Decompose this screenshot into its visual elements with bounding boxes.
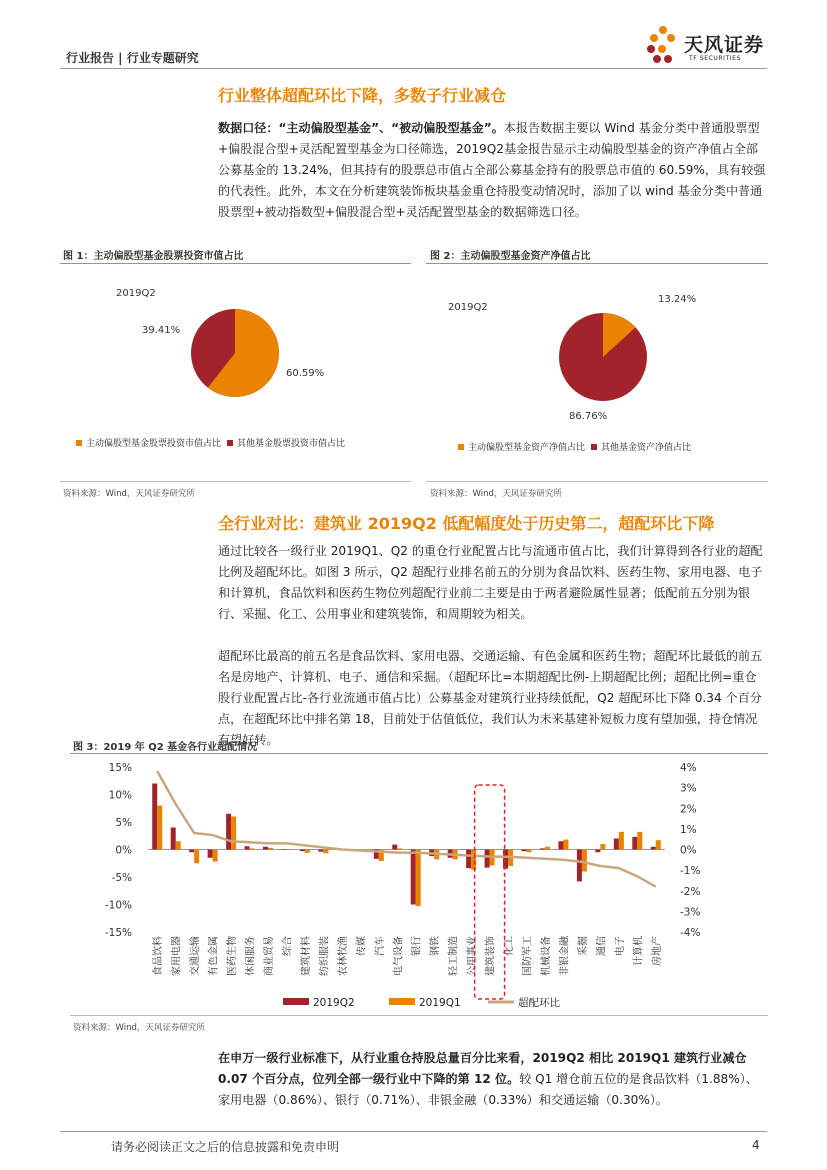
footer-disclaimer: 请务必阅读正文之后的信息披露和免责申明 [111, 1140, 340, 1154]
bar-2019q1 [619, 832, 624, 850]
category-label: 农林牧渔 [337, 936, 349, 976]
bar-2019q1 [231, 817, 236, 850]
bar-2019q1 [545, 847, 550, 850]
bar-2019q2 [171, 828, 176, 850]
figure1-source: 资料来源：Wind，天风证券研究所 [63, 489, 195, 499]
conclusion-rest: 较 Q1 增仓前五位的是食品饮料（1.88%）、家用电器（0.86%）、银行（0.71%）、非银金融（0.33%）和交通运输（0.30%）。 [218, 1072, 758, 1107]
figure1-title: 图 1：主动偏股型基金股票投资市值占比 [63, 251, 244, 262]
category-label: 机械设备 [540, 936, 552, 976]
section2-paragraph1: 通过比较各一级行业 2019Q1、Q2 的重仓行业配置占比与流通市值占比，我们计算得到各行业的超配比例及超配环比。如图 3 所示，Q2 超配行业排名前五的分别为食品饮料、医药生物、家用电器、电子和计算机，食品饮料和医药生物位列超配行业前二主要是由于两者避险属性显著；低配前五分别为银行、采掘、化工、公用事业和建筑装饰，和周期较为相关。 [218, 544, 763, 621]
right-tick-label: -3% [680, 906, 701, 919]
right-tick-label: -4% [680, 927, 701, 939]
section1-title: 行业整体超配环比下降，多数子行业减仓 [218, 86, 507, 105]
bar-2019q2 [595, 850, 600, 853]
figure2-pie [558, 312, 648, 402]
category-label: 建筑材料 [300, 936, 312, 976]
category-label: 采掘 [577, 936, 589, 956]
figure1-period: 2019Q2 [116, 288, 156, 299]
figure2-legend [458, 440, 691, 453]
bar-2019q1 [637, 832, 642, 850]
bar-2019q1 [416, 850, 421, 907]
bar-2019q1 [397, 848, 402, 849]
bar-2019q1 [656, 840, 661, 849]
legend-label: 2019Q2 [313, 997, 355, 1009]
bar-2019q2 [651, 847, 656, 850]
category-label: 钢铁 [430, 936, 442, 956]
category-label: 非银金融 [559, 936, 571, 976]
category-label: 计算机 [633, 936, 645, 966]
category-label: 商业贸易 [264, 936, 276, 976]
bar-2019q2 [263, 847, 268, 850]
bar-2019q1 [527, 850, 532, 853]
left-tick-label: 15% [108, 762, 132, 774]
left-tick-label: 0% [115, 844, 132, 857]
bar-2019q2 [503, 850, 508, 869]
right-axis-labels [680, 762, 700, 939]
bar-2019q1 [250, 848, 255, 849]
bar-2019q1 [471, 850, 476, 870]
bar-2019q1 [600, 844, 605, 850]
bar-2019q2 [152, 784, 157, 850]
bar-2019q2 [411, 850, 416, 905]
right-tick-label: 1% [680, 823, 697, 836]
logo-icon [643, 24, 683, 68]
category-label: 纺织服装 [319, 936, 331, 976]
figure1-label-b: 60.59% [286, 368, 325, 379]
bar-2019q1 [268, 848, 273, 850]
section1-para-rest: 本报告数据主要以 Wind 基金分类中普通股票型+偏股混合型+灵活配置型基金为口径筛选，2019Q2基金报告显示主动偏股型基金的资产净值占全部公募基金的 13.24%，但其持有的股票总市值占全部公募基金持有的股票总市值的 60.59%，具有较强的代表性。此外，本文在分析建筑装饰板块基金重仓持股变动情况时，添加了以 wind 基金分类中普通股票型+被动指数型+偏股混合型+灵活配置型基金的数据筛选口径。 [218, 121, 766, 219]
category-label: 有色金属 [208, 936, 220, 976]
figure2-legend-b: 其他基金资产净值占比 [601, 443, 692, 453]
bar-2019q2 [392, 845, 397, 850]
bar-series [152, 784, 661, 907]
bar-2019q2 [577, 850, 582, 882]
conclusion-bold: 在申万一级行业标准下，从行业重仓持股总量百分比来看，2019Q2 相比 2019Q1 建筑行业减仓 0.07 个百分点，位列全部一级行业中下降的第 12 位。 [218, 1051, 747, 1086]
footer-divider [60, 1131, 767, 1132]
figure2-legend-a: 主动偏股型基金资产净值占比 [468, 443, 586, 453]
figure2-label-a: 13.24% [658, 294, 697, 305]
figure1-legend-a: 主动偏股型基金股票投资市值占比 [86, 439, 222, 449]
figure1-legend-b: 其他基金股票投资市值占比 [237, 439, 346, 449]
section1-paragraph [218, 118, 768, 223]
legend-swatch-red [227, 440, 233, 446]
conclusion-paragraph [218, 1048, 768, 1111]
figure3-source: 资料来源：Wind，天风证券研究所 [73, 1023, 205, 1033]
bar-2019q2 [540, 848, 545, 849]
bar-2019q2 [558, 841, 563, 849]
category-label: 综合 [282, 936, 294, 956]
figure2-source: 资料来源：Wind，天风证券研究所 [430, 489, 562, 499]
section2-paragraph2: 超配环比最高的前五名是食品饮料、家用电器、交通运输、有色金属和医药生物；超配环比最低的前五名是房地产、计算机、电子、通信和采掘。（超配环比=本期超配比例-上期超配比例；超配比例=重仓股行业配置占比-各行业流通市值占比）公募基金对建筑行业持续低配，Q2 超配环比下降 0.34 个百分点，在超配环比中排名第 18，目前处于估值低位，我们认为未来基建补短板力度有望加强，持仓情况有望好转。 [218, 649, 763, 747]
category-label: 轻工制造 [448, 936, 460, 976]
legend-swatch-red [591, 444, 597, 450]
bar-2019q1 [157, 806, 162, 850]
bar-2019q2 [632, 837, 637, 850]
category-label: 医药生物 [227, 936, 239, 976]
bar-2019q2 [226, 814, 231, 850]
logo-subtext: TF SECURITIES [689, 55, 741, 62]
figure2-title: 图 2：主动偏股型基金资产净值占比 [430, 251, 591, 262]
figure3-bottom-line [70, 1015, 768, 1016]
figure1-bottom-line [60, 481, 411, 482]
category-label: 公用事业 [467, 936, 479, 976]
figure1-label-a: 39.41% [142, 325, 181, 336]
figure3-legend [283, 996, 560, 1009]
left-tick-label: -15% [104, 927, 132, 939]
right-tick-label: 0% [680, 844, 697, 857]
figure1-top-line [60, 263, 411, 264]
category-label: 休闲服务 [245, 936, 257, 976]
report-type: 行业报告 | 行业专题研究 [66, 51, 199, 65]
bar-2019q2 [208, 850, 213, 858]
category-label: 传媒 [356, 936, 368, 956]
category-label: 交通运输 [190, 936, 202, 976]
left-tick-label: -5% [111, 872, 132, 884]
bar-2019q2 [300, 850, 305, 852]
bar-2019q1 [323, 850, 328, 854]
figure1-legend [76, 436, 345, 449]
category-label: 汽车 [374, 936, 386, 956]
section1-para-bold: 数据口径：“主动偏股型基金”、“被动偏股型基金”。 [218, 121, 504, 135]
right-tick-label: 4% [680, 762, 697, 774]
bar-2019q1 [213, 850, 218, 862]
bar-2019q1 [194, 850, 199, 864]
category-label: 房地产 [651, 936, 663, 966]
bar-2019q2 [485, 850, 490, 868]
page-number: 4 [752, 1138, 760, 1152]
category-label: 通信 [596, 936, 608, 956]
figure3-top-line [70, 753, 768, 754]
left-tick-label: -10% [104, 899, 132, 912]
right-tick-label: -2% [680, 885, 701, 898]
category-label: 食品饮料 [153, 936, 165, 976]
category-label: 建筑装饰 [485, 936, 497, 976]
legend-swatch [283, 998, 309, 1005]
left-tick-label: 10% [108, 789, 132, 802]
bar-2019q2 [522, 850, 527, 852]
figure2-period: 2019Q2 [448, 302, 488, 313]
right-tick-label: -1% [680, 865, 701, 878]
bar-2019q2 [281, 850, 286, 851]
bar-2019q1 [176, 841, 181, 849]
category-label: 电气设备 [393, 936, 405, 976]
category-label: 化工 [504, 936, 516, 956]
logo-text: 天风证券 [684, 34, 765, 56]
figure2-bottom-line [426, 481, 768, 482]
legend-label: 超配环比 [518, 997, 560, 1009]
legend-swatch-orange [458, 444, 464, 450]
figure3-chart [70, 755, 768, 1013]
legend-label: 2019Q1 [419, 997, 461, 1009]
header-divider [60, 68, 767, 69]
bar-2019q2 [318, 850, 323, 852]
figure3-title: 图 3：2019 年 Q2 基金各行业超配情况 [73, 742, 258, 753]
category-label: 国防军工 [522, 936, 534, 976]
left-axis-labels [105, 762, 132, 939]
right-tick-label: 2% [680, 803, 697, 816]
legend-swatch [389, 998, 415, 1005]
section2-title: 全行业对比：建筑业 2019Q2 低配幅度处于历史第二，超配环比下降 [218, 514, 715, 533]
bar-2019q1 [305, 850, 310, 853]
category-label: 银行 [411, 936, 423, 956]
bar-2019q1 [286, 850, 291, 851]
legend-swatch-orange [76, 440, 82, 446]
figure2-top-line [426, 263, 768, 264]
figure1-pie [190, 308, 280, 398]
bar-2019q2 [245, 846, 250, 849]
left-tick-label: 5% [115, 817, 132, 829]
category-label: 家用电器 [171, 936, 183, 976]
category-labels [151, 935, 663, 976]
bar-2019q2 [189, 850, 194, 853]
bar-2019q1 [563, 840, 568, 850]
figure2-label-b: 86.76% [569, 411, 608, 422]
bar-2019q2 [614, 839, 619, 850]
bar-2019q2 [466, 850, 471, 869]
bar-2019q1 [582, 850, 587, 872]
right-tick-label: 3% [680, 782, 697, 795]
category-label: 电子 [614, 936, 626, 956]
